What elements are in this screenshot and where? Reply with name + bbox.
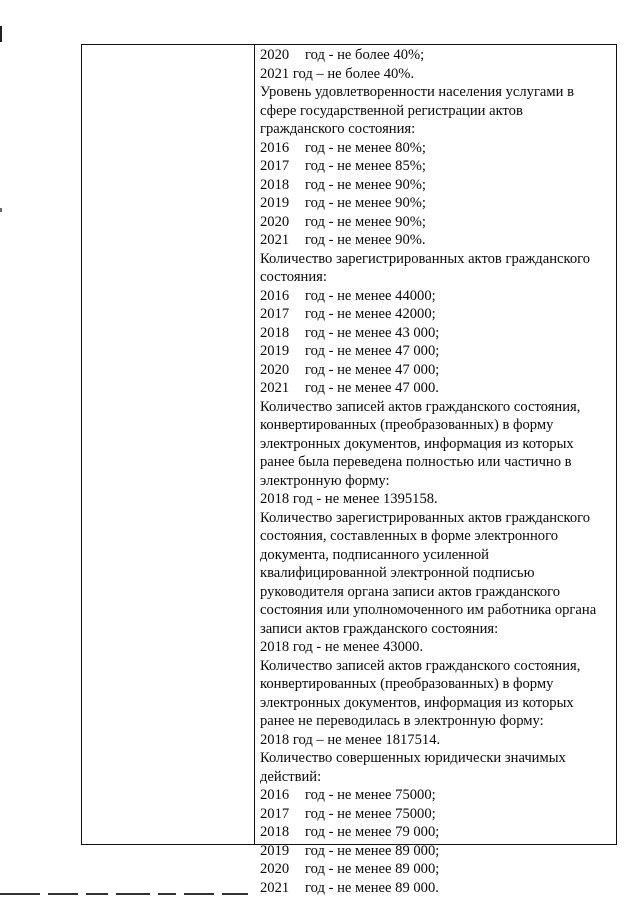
document-line [260,416,616,435]
scan-edge-mark [0,26,2,42]
line-text: год - не более 40%; [305,47,425,63]
line-text: год - не менее 90%; [305,176,426,193]
line-text: состояния, составленных в форме электронного [260,528,559,544]
document-line [260,879,616,898]
year-label: 2018 [260,324,290,341]
document-line [260,157,616,176]
document-table [81,44,617,896]
document-line [260,250,616,269]
line-text: год - не менее 44000; [305,287,436,304]
document-line [260,601,616,620]
year-label: 2017 [260,158,290,174]
document-line [260,694,616,713]
line-text: конвертированных (преобразованных) в форму [260,676,554,692]
document-line [260,361,616,380]
line-text: год - не менее 47 000. [305,380,439,396]
document-line [260,231,616,250]
line-text: год - не менее 79 000; [305,824,440,840]
line-text: год - не менее 89 000; [305,861,440,877]
document-line [260,509,616,528]
year-label: 2020 [260,361,290,378]
document-line [260,65,616,84]
document-line [260,176,616,195]
line-text: 2018 год – не менее 1817514. [260,731,441,748]
line-text: год - не менее 90%; [305,213,426,230]
document-line [260,472,616,491]
document-line [260,305,616,324]
year-label: 2019 [260,343,290,359]
document-line [260,268,616,287]
line-text: год - не менее 80%; [305,139,426,156]
line-text: электронных документов, информация из которых [260,694,574,711]
document-line [260,768,616,787]
line-text: ранее не переводилась в электронную форму: [260,713,544,729]
document-line [260,120,616,139]
line-text: электронных документов, информация из которых [260,435,574,452]
line-text: состояния или уполномоченного им работника органа [260,602,597,618]
document-line [260,712,616,731]
line-text: год - не менее 85%; [305,158,426,174]
document-line [260,749,616,768]
document-line [260,490,616,509]
document-line [260,786,616,805]
document-line [260,213,616,232]
year-label: 2016 [260,787,290,803]
document-line [260,46,616,65]
document-line [260,564,616,583]
document-line [260,287,616,306]
line-text: год - не менее 89 000. [305,879,439,896]
document-line [260,324,616,343]
year-label: 2018 [260,176,290,193]
document-line [260,435,616,454]
document-line [260,860,616,879]
document-line [260,453,616,472]
line-text: год - не менее 43 000; [305,324,440,341]
line-text: Количество записей актов гражданского состояния, [260,657,581,674]
line-text: действий: [260,768,322,785]
document-line [260,731,616,750]
document-line [260,139,616,158]
line-text: конвертированных (преобразованных) в форму [260,417,554,433]
document-line [260,194,616,213]
year-label: 2019 [260,842,290,859]
year-label: 2020 [260,861,290,877]
document-line [260,620,616,639]
line-text: руководителя органа записи актов гражданского [260,583,561,600]
table-right-column [255,45,616,896]
document-line [260,657,616,676]
line-text: сфере государственной регистрации актов [260,102,523,119]
line-text: год - не менее 75000; [305,805,436,822]
year-label: 2017 [260,306,290,322]
line-text: год - не менее 47 000; [305,361,440,378]
year-label: 2016 [260,139,290,156]
year-label: 2021 [260,380,290,396]
document-line [260,842,616,861]
table-left-column [82,45,255,844]
document-line [260,638,616,657]
document-line [260,102,616,121]
line-text: 2021 год – не более 40%. [260,65,415,82]
document-line [260,675,616,694]
line-text: квалифицированной электронной подписью [260,565,535,581]
line-text: гражданского состояния: [260,121,416,137]
bottom-scan-strip [0,890,255,898]
document-line [260,83,616,102]
document-line [260,805,616,824]
line-text: год - не менее 89 000; [305,842,440,859]
line-text: записи актов гражданского состояния: [260,620,499,637]
line-text: состояния: [260,269,327,285]
year-label: 2020 [260,213,290,230]
document-line [260,398,616,417]
scan-edge-mark [0,208,2,212]
year-label: 2016 [260,287,290,304]
year-label: 2018 [260,824,290,840]
line-text: Количество зарегистрированных актов гражданского [260,250,591,267]
line-text: документа, подписанного усиленной [260,546,489,563]
document-line [260,527,616,546]
year-label: 2021 [260,232,290,248]
line-text: Количество записей актов гражданского состояния, [260,398,581,415]
line-text: Количество зарегистрированных актов гражданского [260,509,591,526]
year-label: 2020 [260,47,290,63]
year-label: 2019 [260,195,290,211]
line-text: год - не менее 75000; [305,787,436,803]
line-text: Уровень удовлетворенности населения услугами в [260,84,574,100]
document-line [260,379,616,398]
line-text: Количество совершенных юридически значимых [260,750,566,766]
document-line [260,823,616,842]
line-text: 2018 год - не менее 43000. [260,639,424,655]
line-text: год - не менее 90%. [305,232,426,248]
year-label: 2017 [260,805,290,822]
document-line [260,583,616,602]
line-text: год - не менее 42000; [305,306,436,322]
line-text: год - не менее 90%; [305,195,426,211]
line-text: год - не менее 47 000; [305,343,440,359]
year-label: 2021 [260,879,290,896]
document-line [260,342,616,361]
line-text: электронную форму: [260,472,390,489]
line-text: ранее была переведена полностью или частично в [260,454,572,470]
document-line [260,546,616,565]
line-text: 2018 год - не менее 1395158. [260,491,438,507]
